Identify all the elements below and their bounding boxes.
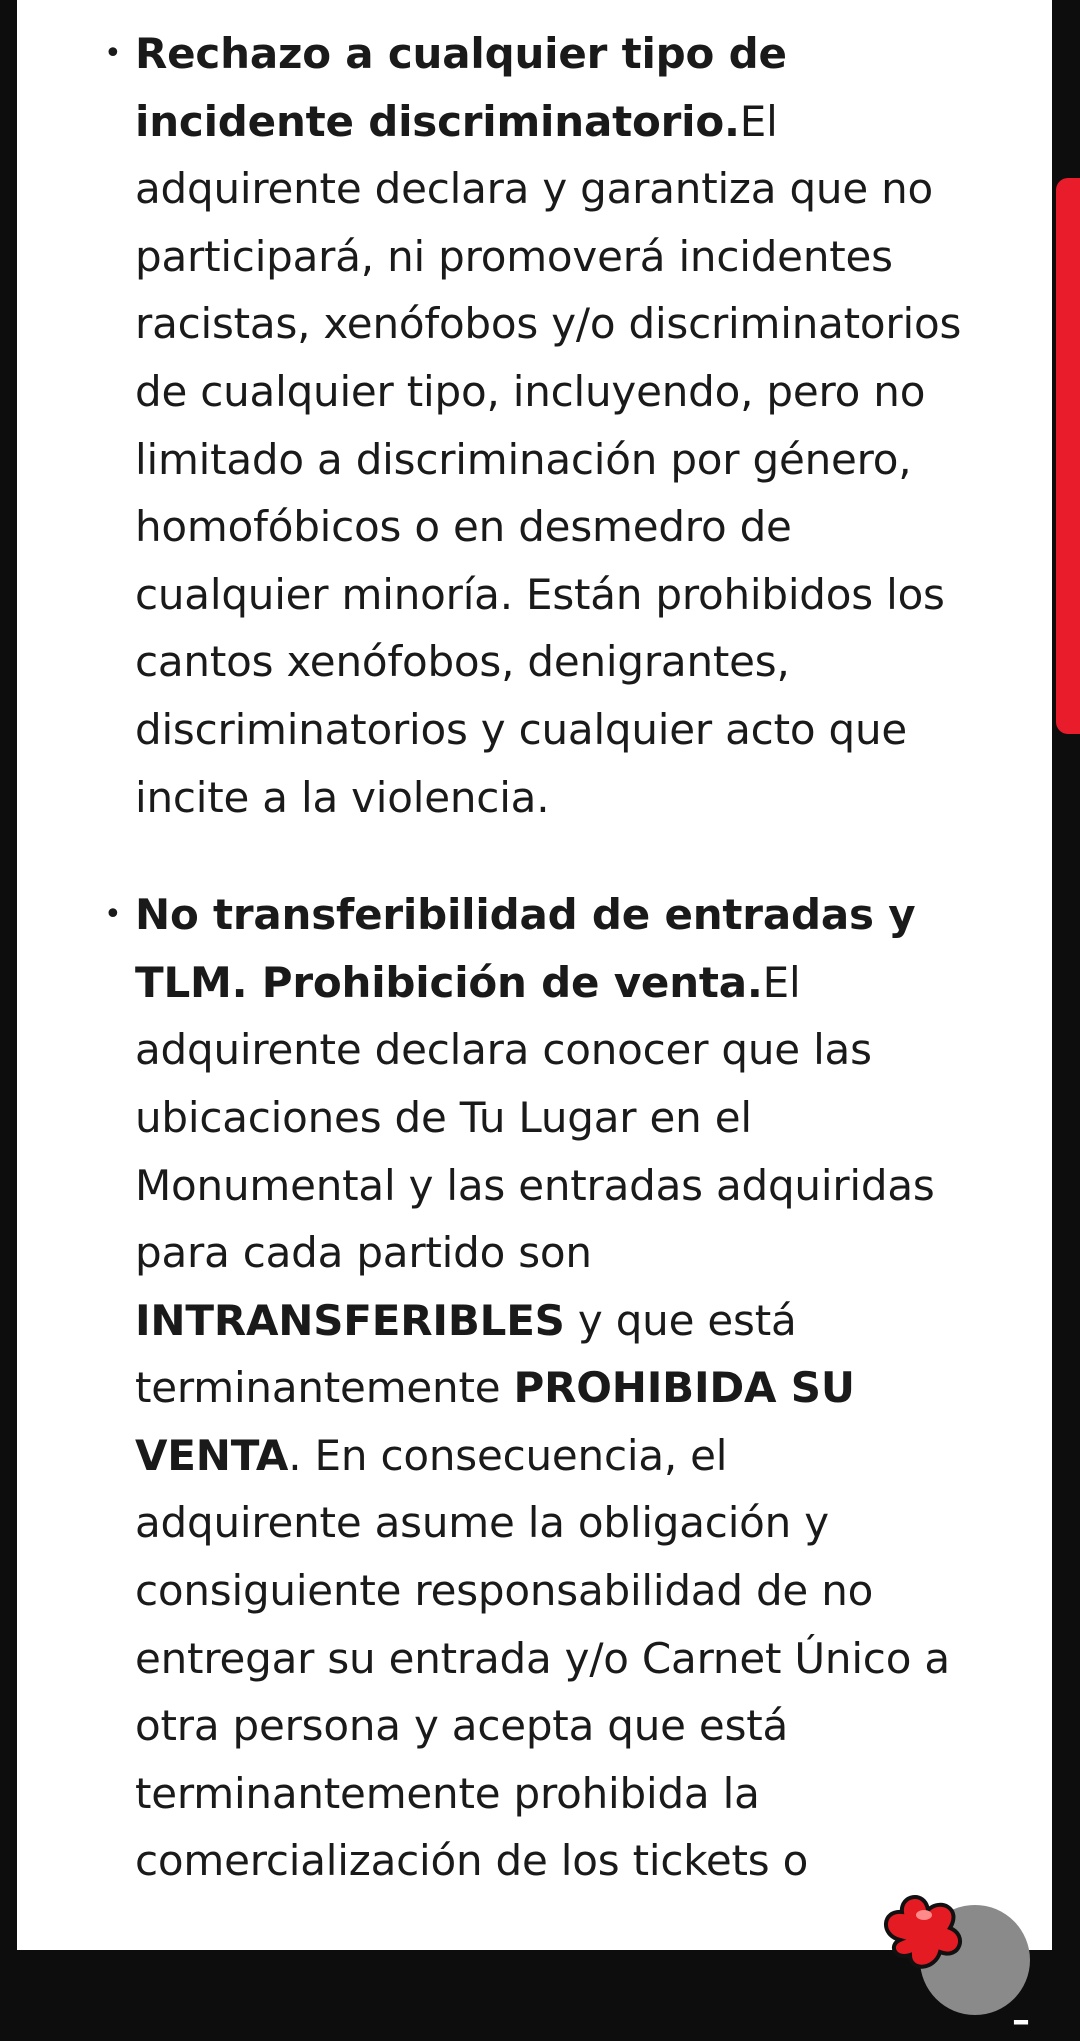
term-body-part: . En consecuencia, el adquirente asume la obligación y consiguiente responsabilidad de no entregar su entrada y/o Carnet Único a otra persona y acepta que está terminantemente prohibida la comercialización de los tickets o: [135, 1430, 950, 1886]
scrollbar-thumb[interactable]: [1056, 178, 1080, 734]
term-emphasis: PROHIBIDA SU VENTA: [135, 1363, 855, 1480]
mascot-icon: [880, 1880, 970, 1980]
bullet-icon: •: [104, 36, 122, 71]
term-title: Rechazo a cualquier tipo de incidente discriminatorio.: [135, 29, 787, 146]
term-item-discrimination: [17, 20, 1052, 831]
bullet-icon: •: [104, 897, 122, 933]
term-item-transferability: [17, 881, 1052, 1895]
term-body: El adquirente declara y garantiza que no participará, ni promoverá incidentes racistas, xenófobos y/o discriminatorios de cualquier tipo, incluyendo, pero no limitado a discriminación por género, homofóbicos o en desmedro de cualquier minoría. Están prohibidos los cantos xenófobos, denigrantes, discriminatorios y cualquier acto que incite a la violencia.: [135, 96, 962, 822]
term-body-part: y que está terminantemente: [135, 1295, 797, 1413]
terms-list: [17, 20, 1052, 1895]
scrollbar-track[interactable]: [1052, 0, 1080, 1950]
term-title: No transferibilidad de entradas y TLM. Prohibición de venta.: [135, 890, 916, 1007]
minus-icon: –: [1012, 2000, 1030, 2041]
terms-page[interactable]: [17, 0, 1052, 1950]
term-body-part: El adquirente declara conocer que las ubicaciones de Tu Lugar en el Monumental y las entradas adquiridas para cada partido son: [135, 957, 935, 1278]
term-emphasis: INTRANSFERIBLES: [135, 1295, 565, 1345]
terms-content: [17, 20, 1052, 1895]
floating-chat-button[interactable]: [880, 1850, 1030, 2041]
